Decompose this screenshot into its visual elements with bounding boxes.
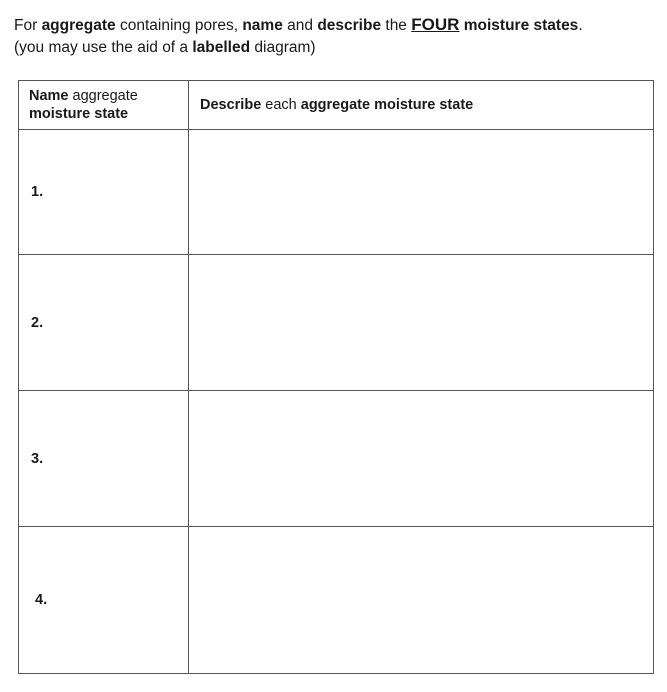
instruction-bold-moisture-states: moisture states <box>463 17 579 34</box>
description-answer-cell[interactable] <box>189 527 654 674</box>
header-name-line2: moisture state <box>29 106 129 122</box>
header-desc-mid: each <box>261 97 301 113</box>
header-describe-state <box>189 81 654 130</box>
table-row <box>19 391 654 527</box>
instruction-text: (you may use the aid of a <box>14 39 193 56</box>
row-number-cell[interactable]: 1. <box>19 130 189 255</box>
table-row <box>19 527 654 674</box>
instruction-text: . <box>578 17 583 34</box>
instruction-bold-describe: describe <box>317 17 382 34</box>
instruction-line-1 <box>14 14 654 37</box>
instruction-bold-name: name <box>242 17 283 34</box>
row-number-cell[interactable]: 3. <box>19 391 189 527</box>
header-desc-bold-2: aggregate moisture state <box>300 97 474 113</box>
table-row <box>19 255 654 391</box>
instruction-text: diagram) <box>250 39 316 56</box>
description-answer-cell[interactable] <box>189 391 654 527</box>
instruction-bold-labelled: labelled <box>192 39 251 56</box>
instruction-line-2 <box>14 37 654 59</box>
row-number-cell[interactable]: 4. <box>19 527 189 674</box>
table-header-row <box>19 81 654 130</box>
header-name-bold: Name <box>29 88 69 104</box>
header-desc-bold: Describe <box>200 97 262 113</box>
header-name-rest: aggregate <box>68 88 138 104</box>
instruction-four-emphasis: FOUR <box>411 15 460 34</box>
instruction-bold-aggregate: aggregate <box>41 17 116 34</box>
header-name-moisture-state <box>19 81 189 130</box>
instruction-text: containing pores, <box>115 17 243 34</box>
description-answer-cell[interactable] <box>189 255 654 391</box>
instruction-text: and <box>282 17 318 34</box>
instruction-text: the <box>381 17 412 34</box>
instructions <box>14 14 654 59</box>
answer-table <box>18 80 654 674</box>
description-answer-cell[interactable] <box>189 130 654 255</box>
instruction-text: For <box>14 17 42 34</box>
table-row <box>19 130 654 255</box>
row-number-cell[interactable]: 2. <box>19 255 189 391</box>
